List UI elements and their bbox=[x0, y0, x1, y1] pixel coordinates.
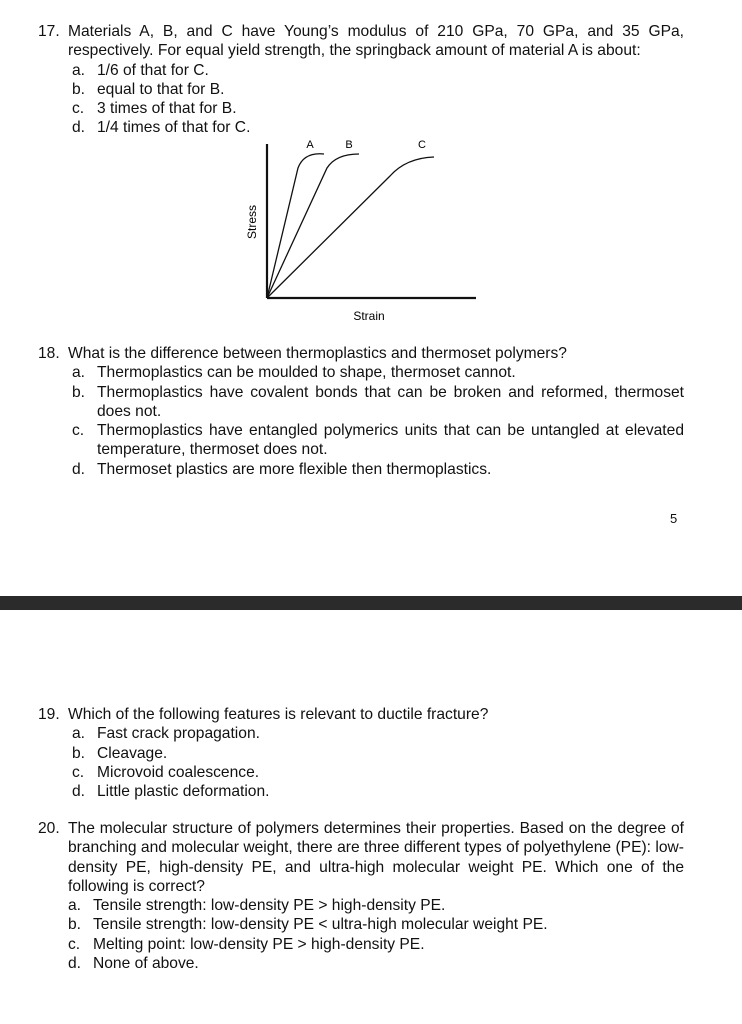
question-20 bbox=[38, 819, 684, 973]
question-number: 20. bbox=[38, 820, 60, 837]
option-text: Fast crack propagation. bbox=[97, 725, 260, 743]
option-c bbox=[72, 421, 684, 460]
y-axis-label: Stress bbox=[245, 204, 259, 240]
question-number: 17. bbox=[38, 23, 60, 40]
option-text: Tensile strength: low-density PE < ultra-high molecular weight PE. bbox=[93, 916, 548, 934]
curve-label-b: B bbox=[345, 139, 353, 151]
option-c bbox=[72, 99, 684, 118]
question-18 bbox=[38, 344, 684, 479]
option-a bbox=[72, 363, 684, 382]
option-text: equal to that for B. bbox=[97, 80, 225, 98]
option-text: Tensile strength: low-density PE > high-density PE. bbox=[93, 897, 446, 915]
option-d bbox=[68, 954, 684, 973]
curve-a bbox=[267, 154, 324, 298]
option-a bbox=[72, 724, 684, 743]
question-17 bbox=[38, 22, 684, 138]
option-letter: a. bbox=[68, 897, 82, 915]
option-text: 1/4 times of that for C. bbox=[97, 119, 251, 137]
curve-label-c: C bbox=[418, 139, 426, 151]
option-d bbox=[72, 460, 684, 479]
option-text: Thermoplastics have covalent bonds that can be broken and reformed, thermoset does not. bbox=[97, 383, 684, 420]
option-text: Little plastic deformation. bbox=[97, 783, 270, 801]
option-text: Thermoplastics have entangled polymerics units that can be untangled at elevated temperature, thermoset does not. bbox=[97, 422, 684, 459]
question-text: Which of the following features is relevant to ductile fracture? bbox=[68, 706, 489, 723]
option-letter: d. bbox=[72, 783, 86, 801]
option-letter: d. bbox=[72, 460, 86, 478]
question-text: What is the difference between thermoplastics and thermoset polymers? bbox=[68, 345, 567, 362]
option-letter: c. bbox=[72, 100, 85, 118]
option-a bbox=[72, 61, 684, 80]
question-19 bbox=[38, 705, 684, 801]
option-text: Microvoid coalescence. bbox=[97, 763, 260, 781]
option-b bbox=[72, 383, 684, 422]
option-c bbox=[68, 935, 684, 954]
question-number: 19. bbox=[38, 706, 60, 723]
curve-c bbox=[267, 157, 434, 298]
option-letter: b. bbox=[72, 80, 86, 98]
option-text: Thermoplastics can be moulded to shape, thermoset cannot. bbox=[97, 364, 516, 382]
option-b bbox=[72, 80, 684, 99]
question-text: The molecular structure of polymers determines their properties. Based on the degree of branching and molecular weight, there are three different types of polyethylene (PE): low-density PE, high-density PE, and ultra-high molecular weight PE. Which one of the following is correct? bbox=[68, 820, 684, 895]
option-b bbox=[68, 915, 684, 934]
question-text: Materials A, B, and C have Young’s modulus of 210 GPa, 70 GPa, and 35 GPa, respectively. For equal yield strength, the springback amount of material A is about: bbox=[68, 23, 684, 60]
page-lower bbox=[0, 610, 742, 1024]
page-separator bbox=[0, 596, 742, 610]
option-letter: c. bbox=[72, 763, 85, 781]
stress-strain-diagram bbox=[230, 134, 490, 329]
option-letter: b. bbox=[72, 383, 86, 401]
option-letter: b. bbox=[72, 744, 86, 762]
option-letter: a. bbox=[72, 364, 86, 382]
option-letter: d. bbox=[68, 955, 82, 973]
page-number: 5 bbox=[670, 511, 678, 526]
option-text: Thermoset plastics are more flexible then thermoplastics. bbox=[97, 460, 492, 478]
option-letter: a. bbox=[72, 725, 86, 743]
option-text: 1/6 of that for C. bbox=[97, 61, 209, 79]
curve-label-a: A bbox=[306, 139, 314, 151]
curve-b bbox=[267, 154, 359, 298]
option-text: Melting point: low-density PE > high-density PE. bbox=[93, 935, 425, 953]
option-a bbox=[68, 896, 684, 915]
option-letter: b. bbox=[68, 916, 82, 934]
option-d bbox=[72, 782, 684, 801]
option-letter: d. bbox=[72, 119, 86, 137]
question-number: 18. bbox=[38, 345, 60, 362]
option-letter: c. bbox=[68, 935, 81, 953]
x-axis-label: Strain bbox=[353, 309, 385, 323]
option-letter: a. bbox=[72, 61, 86, 79]
option-letter: c. bbox=[72, 422, 85, 440]
option-text: None of above. bbox=[93, 955, 199, 973]
option-b bbox=[72, 744, 684, 763]
option-text: 3 times of that for B. bbox=[97, 100, 237, 118]
option-text: Cleavage. bbox=[97, 744, 168, 762]
option-c bbox=[72, 763, 684, 782]
